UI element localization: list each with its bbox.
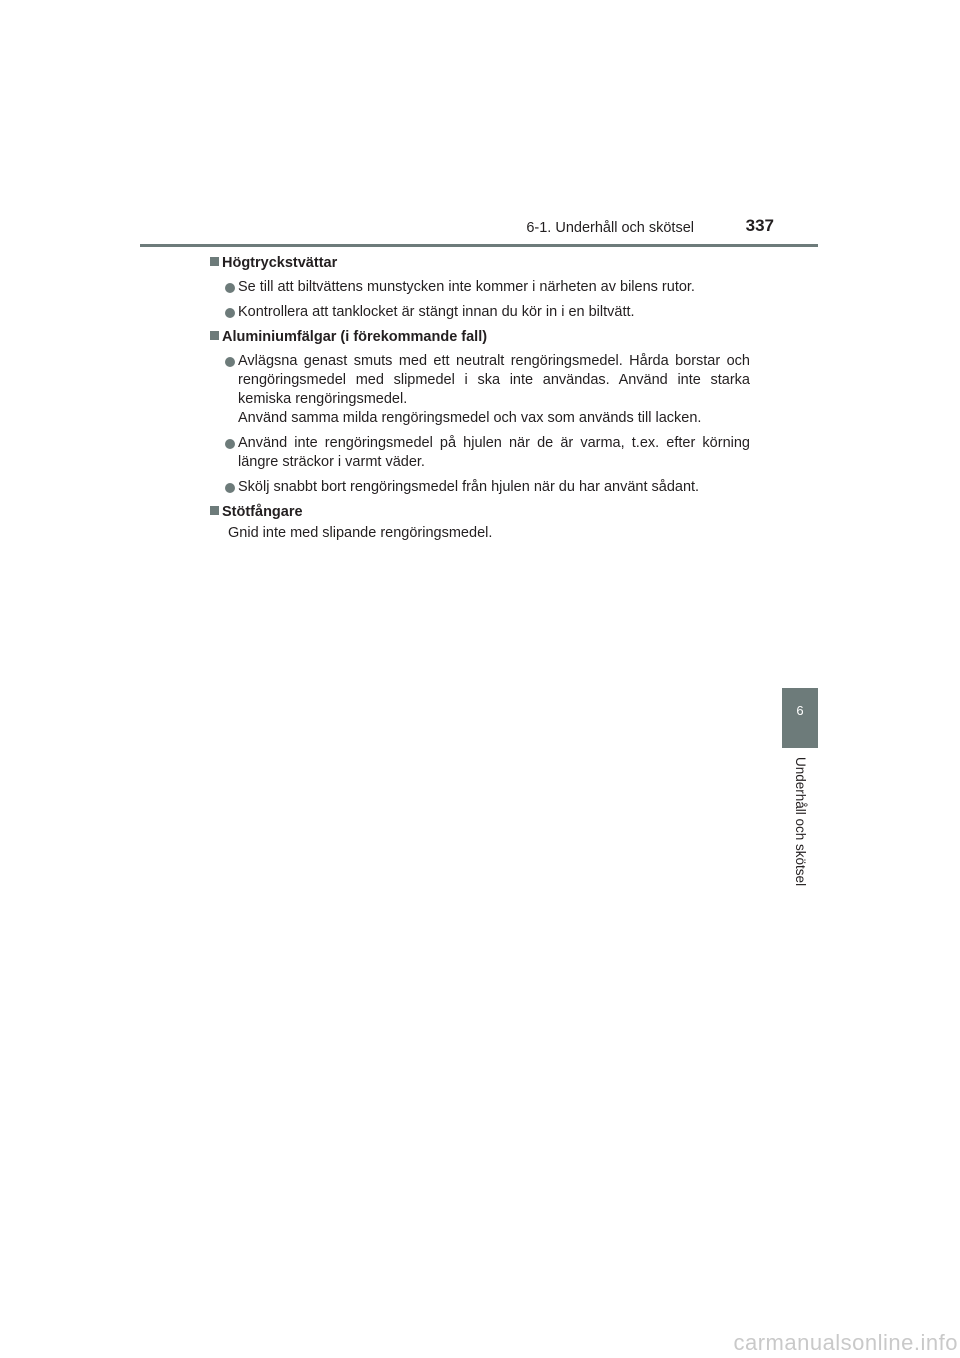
chapter-tab — [782, 688, 818, 748]
circle-bullet-icon — [225, 439, 235, 449]
list-item-text: Kontrollera att tanklocket är stängt innan du kör in i en biltvätt. — [238, 304, 635, 320]
chapter-label: Underhåll och skötsel — [793, 757, 808, 887]
paragraph — [210, 524, 750, 543]
header-divider — [140, 244, 818, 247]
square-bullet-icon — [210, 331, 219, 340]
page-content — [210, 254, 750, 543]
section-heading-text: Stötfångare — [222, 504, 303, 520]
list-item — [210, 478, 750, 497]
list-item-text: Använd samma milda rengöringsmedel och vax som används till lacken. — [238, 410, 702, 426]
paragraph-text: Gnid inte med slipande rengöringsmedel. — [228, 525, 493, 541]
chapter-number: 6 — [796, 703, 804, 718]
list-item — [210, 303, 750, 322]
watermark: carmanualsonline.info — [733, 1330, 958, 1355]
circle-bullet-icon — [225, 308, 235, 318]
circle-bullet-icon — [225, 283, 235, 293]
list-item-text: Se till att biltvättens munstycken inte kommer i närheten av bilens rutor. — [238, 279, 695, 295]
page-header — [140, 214, 818, 244]
section-heading-text: Aluminiumfälgar (i förekommande fall) — [222, 329, 488, 345]
list-item — [210, 352, 750, 428]
list-item — [210, 434, 750, 472]
section-title: 6-1. Underhåll och skötsel — [526, 220, 694, 236]
section-heading-text: Högtryckstvättar — [222, 255, 338, 271]
circle-bullet-icon — [225, 357, 235, 367]
section-heading — [210, 503, 750, 522]
page-number: 337 — [745, 216, 774, 235]
square-bullet-icon — [210, 506, 219, 515]
section-heading — [210, 328, 750, 347]
list-item — [210, 278, 750, 297]
list-item-text: Skölj snabbt bort rengöringsmedel från hjulen när du har använt sådant. — [238, 479, 700, 495]
circle-bullet-icon — [225, 483, 235, 493]
list-item-text: Använd inte rengöringsmedel på hjulen när de är varma, t.ex. efter körning längre sträckor i varmt väder. — [238, 435, 750, 470]
list-item-text: Avlägsna genast smuts med ett neutralt rengöringsmedel. Hårda borstar och rengöringsmedel med slipmedel i ska inte användas. Använd inte starka kemiska rengöringsmedel. — [238, 353, 750, 407]
section-heading — [210, 254, 750, 273]
square-bullet-icon — [210, 257, 219, 266]
